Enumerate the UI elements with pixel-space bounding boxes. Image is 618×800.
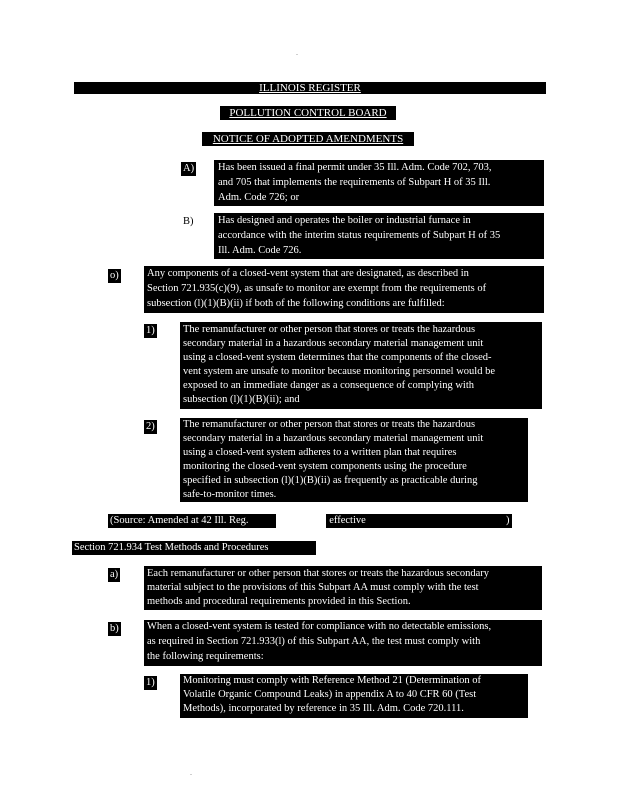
item-a-upper-line-3: Adm. Code 726; or: [218, 192, 300, 203]
item-o1-line-5: exposed to an immediate danger as a consequence of complying with: [183, 380, 474, 391]
item-a-line-2: material subject to the provisions of this Subpart AA must comply with the test: [147, 582, 479, 593]
item-b-upper-marker: B): [183, 216, 194, 227]
item-o1-line-3: using a closed-vent system determines that the components of the closed-: [183, 352, 492, 363]
scan-speck: [296, 54, 298, 55]
register-title: ILLINOIS REGISTER: [259, 82, 361, 94]
item-b-marker: b): [110, 623, 119, 634]
item-o2-line-4: monitoring the closed-vent system components using the procedure: [183, 461, 467, 472]
source-effective: , effective: [324, 515, 366, 526]
item-b-upper-line-3: Ill. Adm. Code 726.: [218, 245, 302, 256]
item-b-upper-line-2: accordance with the interim status requirements of Subpart H of 35: [218, 230, 501, 241]
item-o2-marker: 2): [146, 421, 155, 432]
item-o1-line-2: secondary material in a hazardous secondary material management unit: [183, 338, 484, 349]
item-b1-line-3: Methods), incorporated by reference in 35 Ill. Adm. Code 720.111.: [183, 703, 464, 714]
item-o2-line-5: specified in subsection (l)(1)(B)(ii) as frequently as practicable during: [183, 475, 478, 486]
item-a-marker: a): [110, 569, 119, 580]
scan-speck: [190, 774, 192, 775]
source-prefix: (Source: Amended at 42 Ill. Reg.: [110, 515, 249, 526]
item-a-upper-marker: A): [183, 163, 195, 174]
item-o2-line-6: safe-to-monitor times.: [183, 489, 277, 500]
item-a-upper-line-1: Has been issued a final permit under 35 Ill. Adm. Code 702, 703,: [218, 162, 492, 173]
board-title: POLLUTION CONTROL BOARD: [229, 107, 387, 119]
item-a-upper-line-2: and 705 that implements the requirements of Subpart H of 35 Ill.: [218, 177, 491, 188]
item-b-line-3: the following requirements:: [147, 651, 264, 662]
item-b1-line-2: Volatile Organic Compound Leaks) in appendix A to 40 CFR 60 (Test: [183, 689, 477, 700]
item-o-line-1: Any components of a closed-vent system that are designated, as described in: [147, 268, 469, 279]
item-o1-marker: 1): [146, 325, 155, 336]
item-o2-line-1: The remanufacturer or other person that stores or treats the hazardous: [183, 419, 476, 430]
item-o2-line-2: secondary material in a hazardous secondary material management unit: [183, 433, 484, 444]
item-o-marker: o): [110, 270, 119, 281]
item-a-line-1: Each remanufacturer or other person that stores or treats the hazardous secondary: [147, 568, 489, 579]
item-b-line-1: When a closed-vent system is tested for compliance with no detectable emissions,: [147, 621, 492, 632]
section-title: Section 721.934 Test Methods and Procedures: [74, 542, 269, 553]
item-o2-line-3: using a closed-vent system adheres to a written plan that requires: [183, 447, 457, 458]
item-o-line-3: subsection (l)(1)(B)(ii) if both of the following conditions are fulfilled:: [147, 298, 445, 309]
item-o1-line-4: vent system are unsafe to monitor because monitoring personnel would be: [183, 366, 496, 377]
item-b1-marker: 1): [146, 677, 155, 688]
item-o1-line-6: subsection (l)(1)(B)(ii); and: [183, 394, 300, 405]
item-o1-line-1: The remanufacturer or other person that stores or treats the hazardous: [183, 324, 476, 335]
notice-title: NOTICE OF ADOPTED AMENDMENTS: [212, 133, 404, 145]
item-b-upper-line-1: Has designed and operates the boiler or industrial furnace in: [218, 215, 471, 226]
item-o-line-2: Section 721.935(c)(9), as unsafe to monitor are exempt from the requirements of: [147, 283, 487, 294]
source-close: ): [506, 515, 510, 526]
item-b1-line-1: Monitoring must comply with Reference Method 21 (Determination of: [183, 675, 482, 686]
item-b-line-2: as required in Section 721.933(l) of this Subpart AA, the test must comply with: [147, 636, 481, 647]
item-a-line-3: methods and procedural requirements provided in this Section.: [147, 596, 411, 607]
